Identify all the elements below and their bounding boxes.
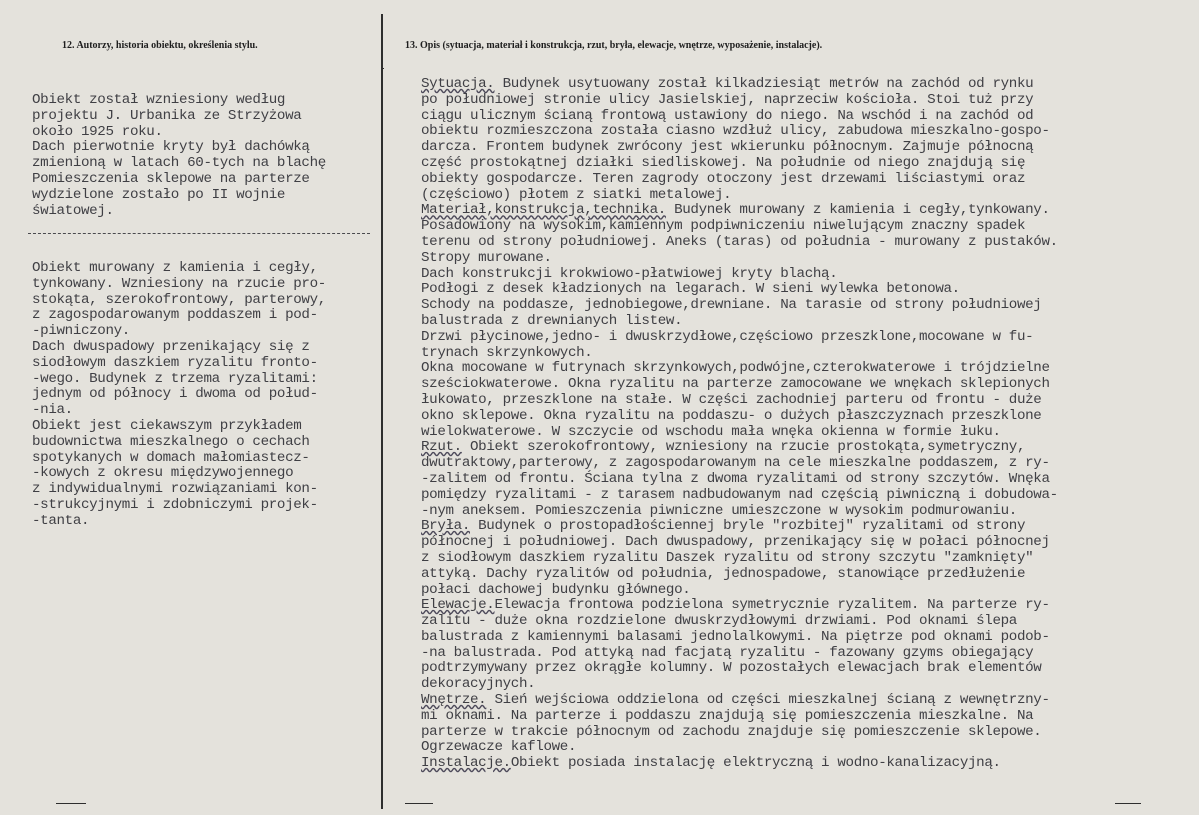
line-text: dekoracyjnych. bbox=[421, 676, 536, 693]
right-section-header: 13. Opis (sytuacja, materiał i konstrukcja, rzut, bryła, elewacje, wnętrze, wyposażenie, instalacje). bbox=[405, 40, 823, 51]
text-line bbox=[421, 630, 1191, 646]
text-line bbox=[421, 203, 1191, 219]
text-line bbox=[421, 756, 1191, 772]
line-text: Obiekt szerokofrontowy, wzniesiony na rzucie prostokąta,symetryczny, bbox=[461, 439, 1026, 456]
line-text: darcza. Frontem budynek zwrócony jest wkierunku północnym. Zajmuje północną bbox=[421, 139, 1034, 156]
line-text: -zalitem od frontu. Ściana tylna z dwoma ryzalitami od strony szczytów. Wnęka bbox=[421, 470, 1050, 487]
text-line: tynkowany. Wzniesiony na rzucie pro- bbox=[32, 275, 326, 292]
text-line bbox=[421, 314, 1191, 330]
text-line bbox=[421, 583, 1191, 599]
line-text: Budynek usytuowany został kilkadziesiąt metrów na zachód od rynku bbox=[494, 76, 1034, 92]
line-text: łukowato, przeszklone na stałe. W części zachodniej parteru od frontu - duże bbox=[421, 391, 1042, 408]
text-line bbox=[421, 519, 1191, 535]
text-line bbox=[421, 156, 1191, 172]
text-line: stokąta, szerokofrontowy, parterowy, bbox=[32, 291, 326, 308]
left-section-header: 12. Autorzy, historia obiektu, określenia stylu. bbox=[62, 40, 258, 51]
text-line: zmienioną w latach 60-tych na blachę bbox=[32, 155, 326, 172]
bottom-tick-middle bbox=[405, 803, 433, 804]
text-line bbox=[421, 361, 1191, 377]
text-line: Obiekt został wzniesiony według bbox=[32, 92, 286, 108]
line-text: terenu od strony południowej. Aneks (taras) od południa - murowany z pustaków. bbox=[421, 233, 1058, 250]
text-line bbox=[421, 646, 1191, 662]
text-line bbox=[421, 93, 1191, 109]
text-line bbox=[421, 488, 1191, 504]
section-label: Wnętrze. bbox=[421, 692, 487, 709]
text-line bbox=[421, 77, 1191, 93]
line-text: dwutraktowy,parterowy, z zagospodarowanym na cele mieszkalne poddaszem, z ry- bbox=[421, 455, 1050, 472]
line-text: okno sklepowe. Okna ryzalitu na poddaszu- o dużych płaszczyznach przeszklone bbox=[421, 407, 1042, 424]
line-text: -na balustrada. Pod attyką nad facjatą ryzalitu - fazowany gzyms obiegający bbox=[421, 644, 1034, 661]
text-line: -kowych z okresu międzywojennego bbox=[32, 465, 294, 482]
text-line: spotykanych w domach małomiastecz- bbox=[32, 449, 310, 466]
line-text: Budynek murowany z kamienia i cegły,tynkowany. bbox=[665, 202, 1050, 219]
line-text: attyką. Dachy ryzalitów od południa, jednospadowe, stanowiące przedłużenie bbox=[421, 565, 1026, 582]
line-text: mi oknami. Na parterze i poddaszu znajdują się pomieszczenia mieszkalne. Na bbox=[421, 707, 1034, 724]
text-line: Obiekt murowany z kamienia i cegły, bbox=[32, 260, 318, 276]
line-text: Schody na poddasze, jednobiegowe,drewniane. Na tarasie od strony południowej bbox=[421, 297, 1042, 314]
bottom-tick-left bbox=[56, 803, 86, 804]
column-divider bbox=[381, 14, 383, 809]
history-paragraph bbox=[32, 93, 378, 219]
text-line bbox=[421, 346, 1191, 362]
text-line: projektu J. Urbanika ze Strzyżowa bbox=[32, 107, 302, 124]
line-text: Okna mocowane w futrynach skrzynkowych,podwójne,czterokwaterowe i trójdzielne bbox=[421, 360, 1050, 377]
style-paragraph bbox=[32, 261, 378, 530]
text-line bbox=[421, 330, 1191, 346]
section-label: Elewacje. bbox=[421, 597, 495, 614]
text-line bbox=[421, 709, 1191, 725]
text-line: -tanta. bbox=[32, 512, 90, 529]
text-line bbox=[421, 504, 1191, 520]
text-line bbox=[421, 251, 1191, 267]
text-line bbox=[421, 377, 1191, 393]
text-line: siodłowym daszkiem ryzalitu fronto- bbox=[32, 354, 318, 371]
description-text bbox=[421, 77, 1191, 772]
text-line bbox=[421, 740, 1191, 756]
text-line bbox=[421, 677, 1191, 693]
text-line bbox=[421, 393, 1191, 409]
line-text: trynach skrzynkowych. bbox=[421, 344, 593, 361]
line-text: Podłogi z desek kładzionych na legarach. W sieni wylewka betonowa. bbox=[421, 281, 960, 298]
text-line bbox=[421, 472, 1191, 488]
text-line: z zagospodarowanym poddaszem i pod- bbox=[32, 307, 318, 324]
text-line bbox=[421, 598, 1191, 614]
section-label: Rzut. bbox=[421, 439, 462, 456]
section-label: Sytuacja. bbox=[421, 76, 495, 92]
line-text: balustrada z kamiennymi balasami jednolalkowymi. Na piętrze pod oknami podob- bbox=[421, 628, 1050, 645]
text-line bbox=[421, 409, 1191, 425]
line-text: wielokwaterowe. W szczycie od wschodu mała wnęka okienna w formie łuku. bbox=[421, 423, 1001, 440]
dashed-separator bbox=[28, 233, 370, 234]
text-line bbox=[421, 109, 1191, 125]
text-line bbox=[421, 551, 1191, 567]
line-text: balustrada z drewnianych listew. bbox=[421, 312, 683, 329]
line-text: ciągu ulicznym ścianą frontową ustawiony do niego. Na wschód i na zachód od bbox=[421, 107, 1034, 124]
text-line: wydzielone zostało po II wojnie bbox=[32, 186, 286, 203]
line-text: Sień wejściowa oddzielona od części mieszkalnej ścianą z wewnętrzny- bbox=[486, 692, 1050, 709]
text-line: jednym od północy i dwoma od połud- bbox=[32, 386, 318, 403]
text-line bbox=[421, 440, 1191, 456]
text-line bbox=[421, 282, 1191, 298]
line-text: pomiędzy ryzalitami - z tarasem nadbudowanym nad częścią piwniczną i dobudowa- bbox=[421, 486, 1058, 503]
line-text: Posadowiony na wysokim,kamiennym podpiwniczeniu niwelującym znaczny spadek bbox=[421, 218, 1026, 235]
text-line: Dach pierwotnie kryty był dachówką bbox=[32, 139, 310, 156]
text-line: około 1925 roku. bbox=[32, 123, 163, 140]
line-text: parterze w trakcie północnym od zachodu znajduje się pomieszczenie sklepowe. bbox=[421, 723, 1042, 740]
divider-tick bbox=[382, 68, 384, 69]
text-line bbox=[421, 535, 1191, 551]
line-text: połaci dachowej budynku głównego. bbox=[421, 581, 691, 598]
section-label: Bryła. bbox=[421, 518, 470, 535]
line-text: Dach konstrukcji krokwiowo-płatwiowej kryty blachą. bbox=[421, 265, 838, 282]
text-line bbox=[421, 219, 1191, 235]
line-text: obiektu rozmieszczona została ciasno wzdłuż ulicy, zabudowa mieszkalno-gospo- bbox=[421, 123, 1050, 140]
text-line bbox=[421, 693, 1191, 709]
text-line bbox=[421, 140, 1191, 156]
text-line bbox=[421, 235, 1191, 251]
text-line: Obiekt jest ciekawszym przykładem bbox=[32, 417, 302, 434]
text-line: -piwniczony. bbox=[32, 323, 130, 340]
text-line bbox=[421, 614, 1191, 630]
text-line bbox=[421, 298, 1191, 314]
section-label: Materiał,konstrukcja,technika. bbox=[421, 202, 666, 219]
text-line bbox=[421, 456, 1191, 472]
text-line bbox=[421, 661, 1191, 677]
text-line: -nia. bbox=[32, 402, 73, 419]
text-line bbox=[421, 188, 1191, 204]
line-text: Elewacja frontowa podzielona symetrycznie ryzalitem. Na parterze ry- bbox=[494, 597, 1050, 614]
text-line bbox=[421, 172, 1191, 188]
line-text: Stropy murowane. bbox=[421, 249, 552, 266]
bottom-tick-right bbox=[1115, 803, 1141, 804]
text-line bbox=[421, 725, 1191, 741]
line-text: z siodłowym daszkiem ryzalitu Daszek ryzalitu od strony szczytu "zamknięty" bbox=[421, 549, 1034, 566]
text-line: budownictwa mieszkalnego o cechach bbox=[32, 433, 310, 450]
line-text: Obiekt posiada instalację elektryczną i wodno-kanalizacyjną. bbox=[510, 755, 1001, 772]
line-text: część prostokątnej działki siedliskowej. Na południe od niego znajdują się bbox=[421, 154, 1026, 171]
line-text: Ogrzewacze kaflowe. bbox=[421, 739, 577, 756]
text-line bbox=[421, 425, 1191, 441]
line-text: Drzwi płycinowe,jedno- i dwuskrzydłowe,częściowo przeszklone,mocowane w fu- bbox=[421, 328, 1034, 345]
text-line: -wego. Budynek z trzema ryzalitami: bbox=[32, 370, 318, 387]
text-line: światowej. bbox=[32, 202, 114, 219]
text-line: z indywidualnymi rozwiązaniami kon- bbox=[32, 481, 318, 498]
text-line: -strukcyjnymi i zdobniczymi projek- bbox=[32, 496, 318, 513]
line-text: podtrzymywany przez okrągłe kolumny. W pozostałych elewacjach brak elementów bbox=[421, 660, 1042, 677]
line-text: obiekty gospodarcze. Teren zagrody otoczony jest drzewami liściastymi oraz bbox=[421, 170, 1026, 187]
line-text: -nym aneksem. Pomieszczenia piwniczne umieszczone w wysokim podmurowaniu. bbox=[421, 502, 1017, 519]
text-line: Dach dwuspadowy przenikający się z bbox=[32, 338, 310, 355]
line-text: sześciokwaterowe. Okna ryzalitu na parterze zamocowane we wnękach sklepionych bbox=[421, 376, 1050, 393]
text-line: Pomieszczenia sklepowe na parterze bbox=[32, 170, 310, 187]
section-label: Instalacje. bbox=[421, 755, 511, 772]
line-text: (częściowo) płotem z siatki metalowej. bbox=[421, 186, 732, 203]
text-line bbox=[421, 124, 1191, 140]
line-text: zalitu - duże okna rozdzielone dwuskrzydłowymi drzwiami. Pod oknami ślepa bbox=[421, 613, 1017, 630]
line-text: Budynek o prostopadłościennej bryle "rozbitej" ryzalitami od strony bbox=[469, 518, 1026, 535]
line-text: północnej i południowej. Dach dwuspadowy, przenikający się w połaci północnej bbox=[421, 534, 1050, 551]
text-line bbox=[421, 267, 1191, 283]
text-line bbox=[421, 567, 1191, 583]
line-text: po południowej stronie ulicy Jasielskiej, naprzeciw kościoła. Stoi tuż przy bbox=[421, 91, 1034, 108]
